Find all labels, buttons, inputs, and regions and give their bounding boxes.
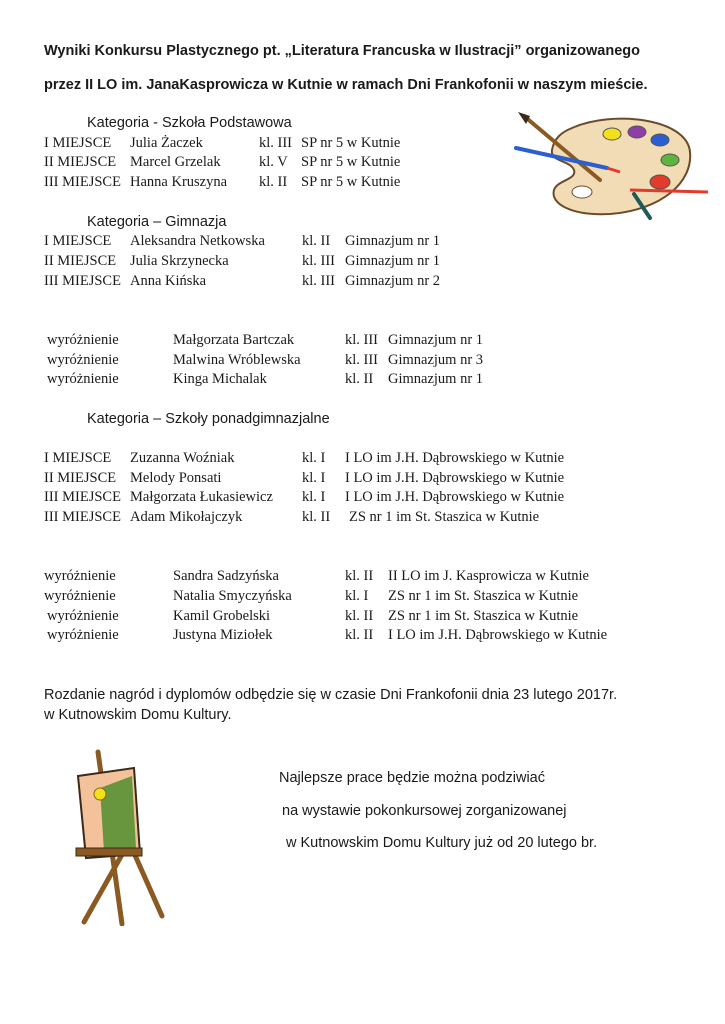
place-cell: wyróżnienie	[44, 568, 116, 584]
school-cell: SP nr 5 w Kutnie	[301, 135, 401, 151]
school-cell: Gimnazjum nr 2	[345, 273, 441, 289]
school-cell: Gimnazjum nr 1	[345, 253, 441, 269]
name-cell: Hanna Kruszyna	[130, 174, 228, 190]
class-cell: kl. III	[345, 352, 379, 368]
name-cell: Julia Skrzynecka	[130, 253, 229, 269]
class-cell: kl. III	[345, 332, 379, 348]
place-cell: wyróżnienie	[47, 371, 119, 387]
name-cell: Julia Żaczek	[130, 135, 203, 151]
class-cell: kl. II	[302, 233, 331, 249]
easel-icon	[70, 748, 170, 926]
class-cell: kl. I	[302, 489, 326, 505]
place-cell: II MIEJSCE	[44, 154, 117, 170]
exhibition-line-3: w Kutnowskim Domu Kultury już od 20 lutego br.	[286, 835, 598, 851]
place-cell: II MIEJSCE	[44, 253, 117, 269]
category-heading-gymnasium: Kategoria – Gimnazja	[87, 214, 227, 230]
place-cell: I MIEJSCE	[44, 233, 112, 249]
place-cell: wyróżnienie	[47, 608, 119, 624]
category-heading-primary: Kategoria - Szkoła Podstawowa	[87, 115, 292, 131]
title-line-2: przez II LO im. JanaKasprowicza w Kutnie w ramach Dni Frankofonii w naszym mieście.	[44, 77, 648, 93]
place-cell: wyróżnienie	[47, 352, 119, 368]
school-cell: Gimnazjum nr 1	[388, 371, 484, 387]
name-cell: Sandra Sadzyńska	[173, 568, 279, 584]
class-cell: kl. II	[345, 568, 374, 584]
place-cell: wyróżnienie	[44, 588, 116, 604]
class-cell: kl. III	[302, 273, 336, 289]
name-cell: Małgorzata Łukasiewicz	[130, 489, 273, 505]
place-cell: III MIEJSCE	[44, 509, 121, 525]
name-cell: Natalia Smyczyńska	[173, 588, 292, 604]
school-cell: Gimnazjum nr 1	[345, 233, 441, 249]
school-cell: Gimnazjum nr 1	[388, 332, 484, 348]
class-cell: kl. II	[345, 371, 374, 387]
ceremony-line-1: Rozdanie nagród i dyplomów odbędzie się w czasie Dni Frankofonii dnia 23 lutego 2017r.	[44, 687, 618, 703]
name-cell: Anna Kińska	[130, 273, 207, 289]
class-cell: kl. I	[302, 450, 326, 466]
class-cell: kl. I	[345, 588, 369, 604]
name-cell: Malwina Wróblewska	[173, 352, 301, 368]
category-heading-secondary: Kategoria – Szkoły ponadgimnazjalne	[87, 411, 330, 427]
palette-icon	[512, 110, 712, 222]
school-cell: I LO im J.H. Dąbrowskiego w Kutnie	[345, 450, 565, 466]
school-cell: SP nr 5 w Kutnie	[301, 174, 401, 190]
place-cell: III MIEJSCE	[44, 489, 121, 505]
class-cell: kl. I	[302, 470, 326, 486]
name-cell: Kinga Michalak	[173, 371, 267, 387]
school-cell: SP nr 5 w Kutnie	[301, 154, 401, 170]
class-cell: kl. II	[345, 608, 374, 624]
place-cell: II MIEJSCE	[44, 470, 117, 486]
class-cell: kl. II	[259, 174, 288, 190]
name-cell: Justyna Miziołek	[173, 627, 273, 643]
class-cell: kl. III	[302, 253, 336, 269]
school-cell: I LO im J.H. Dąbrowskiego w Kutnie	[345, 470, 565, 486]
place-cell: III MIEJSCE	[44, 273, 121, 289]
school-cell: II LO im J. Kasprowicza w Kutnie	[388, 568, 589, 584]
school-cell: I LO im J.H. Dąbrowskiego w Kutnie	[345, 489, 565, 505]
school-cell: Gimnazjum nr 3	[388, 352, 484, 368]
school-cell: ZS nr 1 im St. Staszica w Kutnie	[349, 509, 540, 525]
class-cell: kl. V	[259, 154, 288, 170]
name-cell: Kamil Grobelski	[173, 608, 271, 624]
school-cell: ZS nr 1 im St. Staszica w Kutnie	[388, 588, 579, 604]
exhibition-line-1: Najlepsze prace będzie można podziwiać	[279, 770, 545, 786]
place-cell: wyróżnienie	[47, 332, 119, 348]
place-cell: wyróżnienie	[47, 627, 119, 643]
title-line-1: Wyniki Konkursu Plastycznego pt. „Literatura Francuska w Ilustracji” organizowanego	[44, 43, 640, 59]
school-cell: I LO im J.H. Dąbrowskiego w Kutnie	[388, 627, 608, 643]
name-cell: Marcel Grzelak	[130, 154, 221, 170]
class-cell: kl. II	[345, 627, 374, 643]
class-cell: kl. II	[302, 509, 331, 525]
name-cell: Aleksandra Netkowska	[130, 233, 265, 249]
name-cell: Melody Ponsati	[130, 470, 222, 486]
school-cell: ZS nr 1 im St. Staszica w Kutnie	[388, 608, 579, 624]
name-cell: Adam Mikołajczyk	[130, 509, 243, 525]
place-cell: I MIEJSCE	[44, 135, 112, 151]
place-cell: I MIEJSCE	[44, 450, 112, 466]
name-cell: Zuzanna Woźniak	[130, 450, 235, 466]
ceremony-line-2: w Kutnowskim Domu Kultury.	[44, 707, 232, 723]
class-cell: kl. III	[259, 135, 293, 151]
exhibition-line-2: na wystawie pokonkursowej zorganizowanej	[282, 803, 567, 819]
place-cell: III MIEJSCE	[44, 174, 121, 190]
name-cell: Małgorzata Bartczak	[173, 332, 295, 348]
